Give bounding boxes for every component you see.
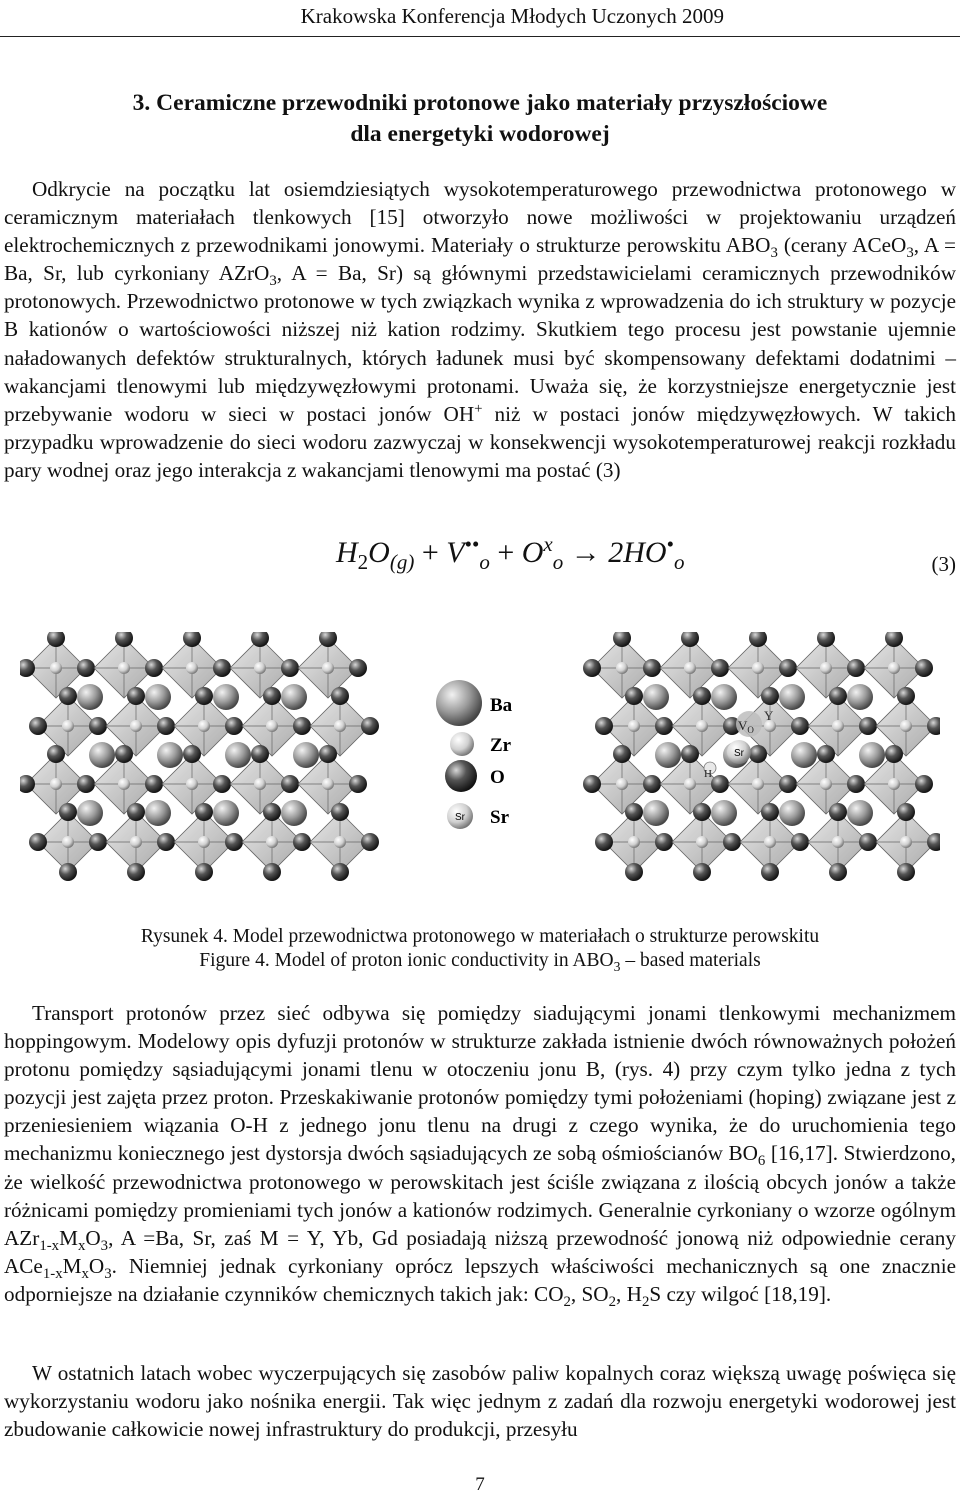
ba-atom [225,742,251,768]
zr-atom [334,720,346,732]
o-atom [281,659,299,677]
o-atom [331,803,349,821]
lattice-left [20,632,379,881]
o-atom [263,863,281,881]
ba-atom [89,742,115,768]
zr-atom [888,662,900,674]
ba-atom [213,684,239,710]
o-atom [145,659,163,677]
o-atom [897,687,915,705]
zr-atom [186,778,198,790]
legend-o-label: O [490,767,505,788]
o-atom [655,833,673,851]
o-atom [225,717,243,735]
zr-atom [198,720,210,732]
equation-number: (3) [931,552,956,576]
o-atom [779,775,797,793]
o-atom [195,687,213,705]
o-atom [761,687,779,705]
o-atom [127,687,145,705]
o-atom [319,745,337,763]
vacancy-label: $V_O$ [738,718,754,735]
paragraph-2: Transport protonów przez sieć odbywa się pomiędzy siadującymi jonami tlenkowymi mechanizmem hoppingowym. Modelowy opis dyfuzji protonów w strukturze zakłada istnienie dwóch równoważnych położeń protonu pomiędzy sąsiadującymi jonami tlenu w otoczeniu jonu B, (rys. 4) przy czym tylko jedna z tych pozycji jest zajęta przez proton. Przeskakiwanie protonów pomiędzy tymi położeniami (hoping) związane jest z przeniesieniem wiązania O-H z jednego jonu tlenu na drugi z czego wynika, że do uruchomienia tego mechanizmu koniecznego jest dystorsja dwóch sąsiadujących ze sobą ośmiościanów $BO_6$ [16,17]. Stwierdzono, że wielkość przewodnictwa protonowego w perowskitach jest ściśle związana z ilością obcych jonów a także różnicami pomiędzy promieniami tych jonów a kationów rodzimych. Generalnie cyrkoniany o wzorze ogólnym $AZr_{1-x}M_xO_3$, A =Ba, Sr, zaś M = Y, Yb, Gd posiadają niższą przewodność jonową niż odpowiednie cerany $ACe_{1-x}M_xO_3$. Niemniej jednak cyrkoniany oprócz lepszych właściwości mechanicznych są one znacznie odporniejsze na działanie czynników chemicznych takich jak: $CO_2$, $SO_2$, $H_2S$ czy wilgoć [18,19]. [4,1001,956,1311]
o-atom [897,803,915,821]
zr-atom [832,720,844,732]
section-title-line2: dla energetyki wodorowej [350,121,610,147]
ba-atom [847,800,873,826]
zr-atom [820,778,832,790]
zr-atom [684,778,696,790]
legend-ba-label: Ba [490,695,513,716]
o-atom [293,833,311,851]
o-atom [349,775,367,793]
o-atom [711,775,729,793]
o-atom [281,775,299,793]
zr-atom [62,720,74,732]
o-atom [583,659,601,677]
zr-atom [118,662,130,674]
o-atom [693,863,711,881]
o-atom [723,833,741,851]
ba-atom [213,800,239,826]
ba-atom [281,684,307,710]
o-atom [829,687,847,705]
o-atom [225,833,243,851]
o-atom [847,775,865,793]
o-atom [263,687,281,705]
legend-zr-sphere [450,732,474,756]
zr-atom [752,778,764,790]
o-atom [183,745,201,763]
proton-label: H [704,768,712,780]
zr-atom [130,720,142,732]
lattice-right [583,632,940,881]
o-atom [779,659,797,677]
o-atom [157,833,175,851]
o-atom [361,833,379,851]
o-atom [595,717,613,735]
ba-atom [711,800,737,826]
zr-atom [322,778,334,790]
o-atom [47,745,65,763]
zr-atom [820,662,832,674]
o-atom [595,833,613,851]
o-atom [625,803,643,821]
o-atom [263,803,281,821]
zr-atom [254,662,266,674]
running-header: Krakowska Konferencja Młodych Uczonych 2009 [300,4,724,28]
o-atom [711,659,729,677]
o-atom [349,659,367,677]
o-atom [195,803,213,821]
o-atom [791,717,809,735]
zr-atom [684,662,696,674]
ba-atom [779,684,805,710]
figure-caption-pl: Rysunek 4. Model przewodnictwa protonowego w materiałach o strukturze perowskitu [140,926,820,947]
o-atom [817,745,835,763]
legend-sr-sphere-text: Sr [455,812,465,823]
header-rule [0,36,960,37]
o-atom [331,863,349,881]
section-title-line1: 3. Ceramiczne przewodniki protonowe jako materiały przyszłościowe [132,90,828,116]
legend-sr-label: Sr [490,807,509,828]
zr-atom [130,836,142,848]
o-atom [693,687,711,705]
zr-atom [616,778,628,790]
o-atom [59,803,77,821]
ba-atom [145,684,171,710]
zr-atom [322,662,334,674]
legend-o-sphere [445,760,477,792]
zr-atom [764,836,776,848]
o-atom [331,687,349,705]
o-atom [145,775,163,793]
o-atom [127,863,145,881]
ba-atom [779,800,805,826]
zr-atom [696,720,708,732]
o-atom [761,863,779,881]
zr-atom [118,778,130,790]
zr-atom [62,836,74,848]
zr-atom [50,778,62,790]
ba-atom [77,684,103,710]
zr-atom [254,778,266,790]
o-atom [29,717,47,735]
ba-atom [791,742,817,768]
o-atom [859,833,877,851]
o-atom [213,775,231,793]
o-atom [915,659,933,677]
o-atom [115,745,133,763]
o-atom [625,863,643,881]
o-atom [59,687,77,705]
o-atom [89,717,107,735]
zr-atom [266,836,278,848]
ba-atom [643,684,669,710]
o-atom [643,659,661,677]
o-atom [157,717,175,735]
o-atom [625,687,643,705]
o-atom [847,659,865,677]
o-atom [829,863,847,881]
ba-atom [281,800,307,826]
ba-atom [145,800,171,826]
o-atom [613,745,631,763]
zr-atom [186,662,198,674]
ba-atom [293,742,319,768]
equation-3 [336,532,956,596]
inset-sr-label: Sr [734,748,744,759]
o-atom [859,717,877,735]
o-atom [195,863,213,881]
figure-caption-en: Figure 4. Model of proton ionic conductivity in $ABO_3$ – based materials [199,950,761,974]
zr-atom [50,662,62,674]
ba-atom [711,684,737,710]
o-atom [583,775,601,793]
o-atom [293,717,311,735]
section-title [0,88,960,150]
zr-atom [900,836,912,848]
o-atom [29,833,47,851]
o-atom [915,775,933,793]
legend-zr-label: Zr [490,735,512,756]
zr-atom [752,662,764,674]
page-number: 7 [475,1474,485,1495]
ba-atom [77,800,103,826]
ba-atom [655,742,681,768]
zr-atom [832,836,844,848]
o-atom [693,803,711,821]
ba-atom [157,742,183,768]
equation-formula: $H_2O_{(g)} + V^{••}_o + O^x_o \to 2HO^•_o$ [336,532,685,574]
o-atom [89,833,107,851]
legend-ba-sphere [436,680,482,726]
y-dopant-label: Y [764,708,774,723]
o-atom [761,803,779,821]
o-atom [127,803,145,821]
o-atom [885,745,903,763]
o-atom [655,717,673,735]
zr-atom [616,662,628,674]
o-atom [829,803,847,821]
o-atom [361,717,379,735]
legend [436,680,513,829]
zr-atom [198,836,210,848]
o-atom [77,775,95,793]
o-atom [791,833,809,851]
zr-atom [900,720,912,732]
ba-atom [643,800,669,826]
o-atom [213,659,231,677]
o-atom [251,745,269,763]
o-atom [59,863,77,881]
o-atom [681,745,699,763]
ba-atom [847,684,873,710]
o-atom [749,745,767,763]
ba-atom [859,742,885,768]
o-atom [897,863,915,881]
zr-atom [334,836,346,848]
zr-atom [696,836,708,848]
o-atom [643,775,661,793]
zr-atom [266,720,278,732]
paragraph-1: Odkrycie na początku lat osiemdziesiątych wysokotemperaturowego przewodnictwa protonowego w ceramicznym materiałach tlenkowych [15] otworzyło nowe możliwości w projektowaniu urządzeń elektrochemicznych z przewodnikami jonowymi. Materiały o strukturze perowskitu $ABO_3$ (cerany ACeO$_3$, A = Ba, Sr, lub cyrkoniany AZrO$_3$, A = Ba, Sr) są głównymi przedstawicielami ceramicznych przewodników protonowych. Przewodnictwo protonowe w tych związkach wynika z wprowadzenia do ich struktury w pozycje B kationów o wartościowości niższej niż kation rodzimy. Skutkiem tego procesu jest powstanie ujemnie naładowanych defektów strukturalnych, których ładunek musi być skompensowany defektami dodatnimi – wakancjami tlenowymi lub międzywęzłowymi protonami. Uważa się, że korzystniejsze energetycznie jest przebywanie wodoru w sieci w postaci jonów OH+ niż w postaci jonów międzywęzłowych. W takich przypadku wprowadzenie do sieci wodoru zazwyczaj w konsekwencji wysokotemperaturowej reakcji rozkładu pary wodnej oraz jego interakcja z wakancjami tlenowymi ma postać (3) [4,177,957,482]
paragraph-3: W ostatnich latach wobec wyczerpujących się zasobów paliw kopalnych coraz większą uwagę poświęca się wykorzystaniu wodoru jako nośnika energii. Tak więc jednym z zadań dla rozwoju energetyki wodorowej jest zbudowanie całkowicie nowej infrastruktury do produkcji, przesyłu [4,1361,956,1442]
zr-atom [888,778,900,790]
perovskite-structure-figure [20,632,940,910]
o-atom [77,659,95,677]
zr-atom [628,720,640,732]
zr-atom [628,836,640,848]
